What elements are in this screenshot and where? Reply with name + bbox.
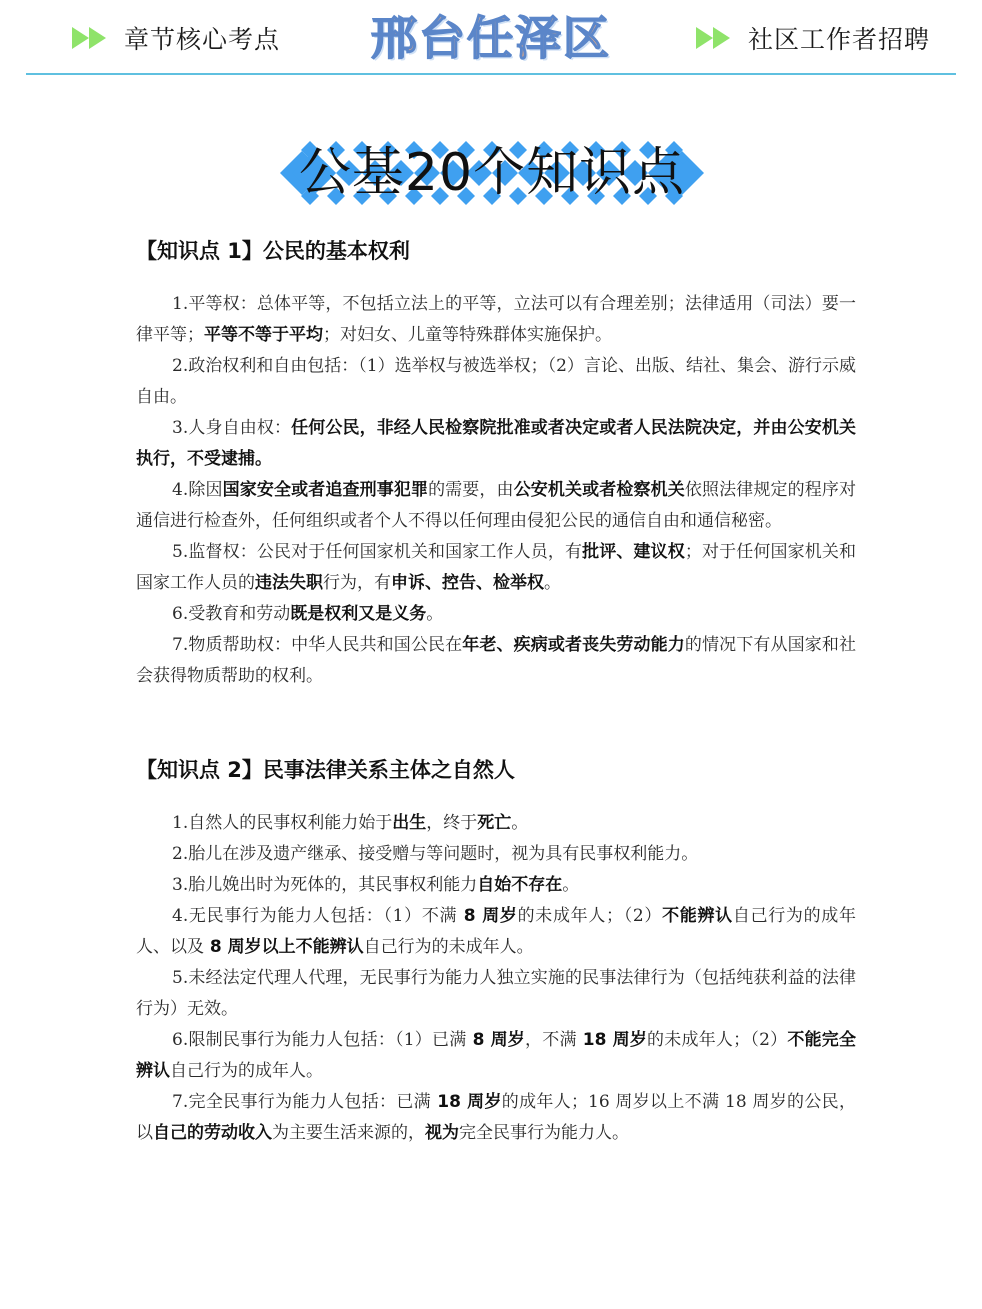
knowledge-item bbox=[136, 870, 856, 901]
item-text: 的需要，由 bbox=[428, 480, 514, 500]
item-text: 3.胎儿娩出时为死体的，其民事权利能力 bbox=[172, 875, 478, 895]
knowledge-item bbox=[136, 537, 856, 599]
item-text: 完全民事行为能力人。 bbox=[459, 1123, 629, 1143]
key-term: 不能完全辨认 bbox=[136, 1030, 856, 1081]
key-term: 任何公民，非经人民检察院批准或者决定或者人民法院决定，并由公安机关执行，不受逮捕。 bbox=[136, 418, 856, 469]
key-term: 死亡 bbox=[477, 813, 512, 833]
item-text: 。 bbox=[562, 875, 580, 895]
key-term: 国家安全或者追查刑事犯罪 bbox=[222, 480, 429, 500]
item-text: 自己行为的未成年人。 bbox=[363, 937, 534, 957]
section-heading: 【知识点 1】公民的基本权利 bbox=[136, 239, 410, 263]
item-text: 的未成年人；（2） bbox=[647, 1030, 788, 1050]
header-bar bbox=[0, 0, 982, 74]
knowledge-item bbox=[136, 630, 856, 692]
item-text: 为主要生活来源的， bbox=[272, 1123, 425, 1143]
key-term: 既是权利又是义务 bbox=[290, 604, 427, 624]
key-term: 申诉、控告、检举权 bbox=[391, 573, 544, 593]
key-term: 公安机关或者检察机关 bbox=[513, 480, 685, 500]
item-text: 依照法律规定的程序对通信进行检查外，任何组织或者个人不得以任何理由侵犯公民的通信自由和通信秘密。 bbox=[136, 480, 857, 531]
item-text: 7.完全民事行为能力人包括：已满 bbox=[172, 1092, 431, 1112]
key-term: 8 周岁 bbox=[457, 906, 518, 926]
knowledge-item bbox=[136, 808, 856, 839]
knowledge-item bbox=[136, 289, 856, 351]
key-term: 平等不等于平均 bbox=[204, 325, 323, 345]
knowledge-item bbox=[136, 963, 856, 1025]
key-term: 不能辨认 bbox=[662, 906, 733, 926]
key-term: 8 周岁 bbox=[466, 1030, 526, 1050]
knowledge-item bbox=[136, 599, 856, 630]
item-text: 自己行为的成年人。 bbox=[170, 1061, 323, 1081]
item-text: 的情况下有从国家和社会获得物质帮助的权利。 bbox=[136, 635, 856, 686]
item-text: 4.无民事行为能力人包括：（1）不满 bbox=[172, 906, 458, 926]
main-title: 公基20个知识点 bbox=[298, 143, 686, 203]
item-text: 自己行为的成年人、以及 bbox=[136, 906, 856, 957]
item-text: ；对于任何国家机关和国家工作人员的 bbox=[136, 542, 857, 593]
item-text: 2.胎儿在涉及遗产继承、接受赠与等问题时，视为具有民事权利能力。 bbox=[172, 844, 699, 864]
knowledge-item bbox=[136, 413, 856, 475]
key-term: 出生 bbox=[392, 813, 427, 833]
key-term: 批评、建议权 bbox=[582, 542, 685, 562]
item-text: 5.监督权：公民对于任何国家机关和国家工作人员，有 bbox=[172, 542, 583, 562]
brand-title: 邢台任泽区 bbox=[371, 11, 611, 65]
section-natural-person bbox=[136, 755, 856, 1149]
item-text: 5.未经法定代理人代理，无民事行为能力人独立实施的民事法律行为（包括纯获利益的法律行为）无效。 bbox=[136, 968, 856, 1019]
item-text: 1.平等权：总体平等，不包括立法上的平等，立法可以有合理差别；法律适用（司法）要一律平等； bbox=[136, 294, 856, 345]
section-citizen-rights bbox=[136, 236, 856, 692]
item-text: 。 bbox=[426, 604, 444, 624]
nav-left-label: 章节核心考点 bbox=[124, 25, 281, 54]
knowledge-item bbox=[136, 839, 856, 870]
item-text: ，不满 bbox=[525, 1030, 577, 1050]
key-term: 违法失职 bbox=[255, 573, 323, 593]
double-arrow-icon bbox=[696, 27, 734, 49]
item-text: 4.除因 bbox=[172, 480, 223, 500]
item-text: 。 bbox=[511, 813, 529, 833]
item-text: 6.受教育和劳动 bbox=[172, 604, 291, 624]
item-text: 6.限制民事行为能力人包括：（1）已满 bbox=[172, 1030, 467, 1050]
item-text: ；对妇女、儿童等特殊群体实施保护。 bbox=[323, 325, 612, 345]
knowledge-item bbox=[136, 351, 856, 413]
key-term: 年老、疾病或者丧失劳动能力 bbox=[462, 635, 685, 655]
key-term: 自始不存在 bbox=[477, 875, 563, 895]
key-term: 自己的劳动收入 bbox=[153, 1123, 272, 1143]
item-text: 行为，有 bbox=[323, 573, 391, 593]
item-text: 1.自然人的民事权利能力始于 bbox=[172, 813, 393, 833]
knowledge-item bbox=[136, 1025, 856, 1087]
item-text: ，终于 bbox=[426, 813, 478, 833]
key-term: 18 周岁 bbox=[576, 1030, 648, 1050]
knowledge-item bbox=[136, 475, 856, 537]
item-text: 。 bbox=[544, 573, 561, 593]
item-text: 2.政治权利和自由包括：（1）选举权与被选举权；（2）言论、出版、结社、集会、游行示威自由。 bbox=[136, 356, 856, 407]
key-term: 视为 bbox=[425, 1123, 459, 1143]
key-term: 18 周岁 bbox=[431, 1092, 502, 1112]
header-divider bbox=[26, 73, 956, 75]
key-term: 8 周岁以上不能辨认 bbox=[204, 937, 364, 957]
nav-community-recruit[interactable] bbox=[696, 20, 930, 56]
item-text: 3.人身自由权： bbox=[172, 418, 292, 438]
nav-right-label: 社区工作者招聘 bbox=[748, 25, 931, 54]
item-text: 的成年人；16 周岁以上不满 18 周岁的公民，以 bbox=[136, 1092, 856, 1143]
knowledge-item bbox=[136, 1087, 856, 1149]
knowledge-item bbox=[136, 901, 856, 963]
section-heading: 【知识点 2】民事法律关系主体之自然人 bbox=[136, 758, 515, 782]
main-title-block bbox=[280, 130, 704, 216]
item-text: 7.物质帮助权：中华人民共和国公民在 bbox=[172, 635, 463, 655]
item-text: 的未成年人；（2） bbox=[517, 906, 663, 926]
